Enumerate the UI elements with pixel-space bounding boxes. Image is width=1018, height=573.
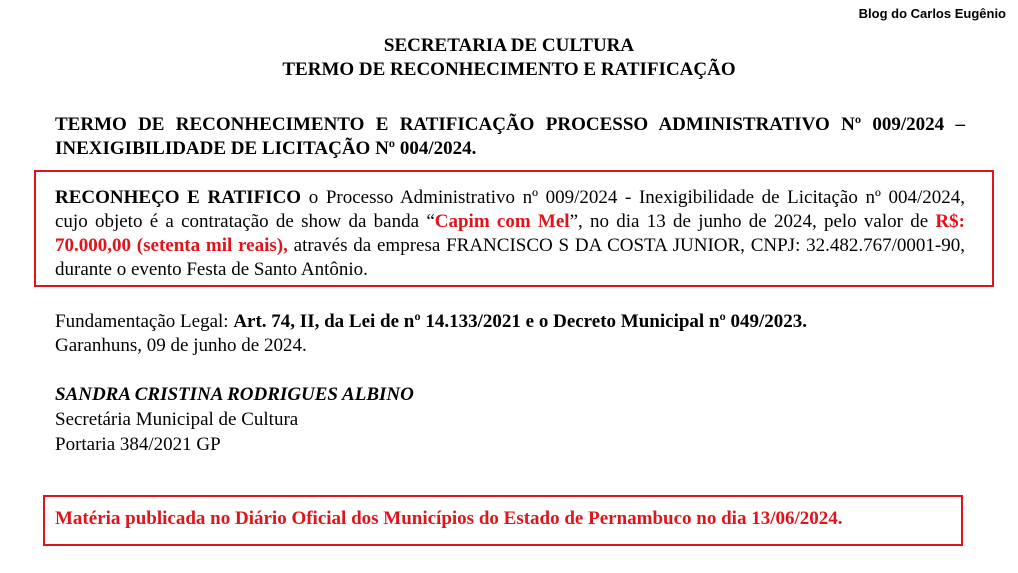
document-title: TERMO DE RECONHECIMENTO E RATIFICAÇÃO PROCESSO ADMINISTRATIVO Nº 009/2024 – INEXIGIBILIDADE DE LICITAÇÃO Nº 004/2024. bbox=[55, 114, 965, 159]
signatory-name: SANDRA CRISTINA RODRIGUES ALBINO bbox=[55, 384, 414, 405]
ratification-lead: RECONHEÇO E RATIFICO bbox=[55, 187, 302, 208]
legal-basis-line bbox=[55, 310, 985, 334]
signatory-ordinance: Portaria 384/2021 GP bbox=[55, 434, 221, 455]
place-date: Garanhuns, 09 de junho de 2024. bbox=[55, 335, 307, 356]
contract-value: R$: 70.000,00 (setenta mil reais), bbox=[55, 211, 965, 256]
blog-watermark: Blog do Carlos Eugênio bbox=[858, 6, 1006, 21]
legal-basis-section bbox=[55, 310, 985, 358]
publication-note: Matéria publicada no Diário Oficial dos Municípios do Estado de Pernambuco no dia 13/06/2024. bbox=[55, 508, 843, 529]
ratification-paragraph bbox=[55, 186, 965, 282]
header-secretariat: SECRETARIA DE CULTURA bbox=[383, 35, 635, 56]
document-header bbox=[0, 34, 1018, 82]
signature-block bbox=[55, 382, 755, 457]
signatory-role: Secretária Municipal de Cultura bbox=[55, 409, 299, 430]
legal-basis-label: Fundamentação Legal: bbox=[55, 311, 234, 332]
header-term-title: TERMO DE RECONHECIMENTO E RATIFICAÇÃO bbox=[282, 59, 736, 80]
ratification-text-1: o Processo Administrativo nº 009/2024 - Inexigibilidade de Licitação nº 004/2024, cujo objeto é a contratação de show da banda “ bbox=[55, 187, 966, 232]
ratification-text-3: através da empresa FRANCISCO S DA COSTA JUNIOR, CNPJ: 32.482.767/0001-90, durante o evento Festa de Santo Antônio. bbox=[55, 235, 966, 280]
legal-basis-text: Art. 74, II, da Lei de nº 14.133/2021 e o Decreto Municipal nº 049/2023. bbox=[233, 311, 808, 332]
ratification-text-2: ”, no dia 13 de junho de 2024, pelo valor de bbox=[569, 211, 936, 232]
band-name: Capim com Mel bbox=[434, 211, 570, 232]
